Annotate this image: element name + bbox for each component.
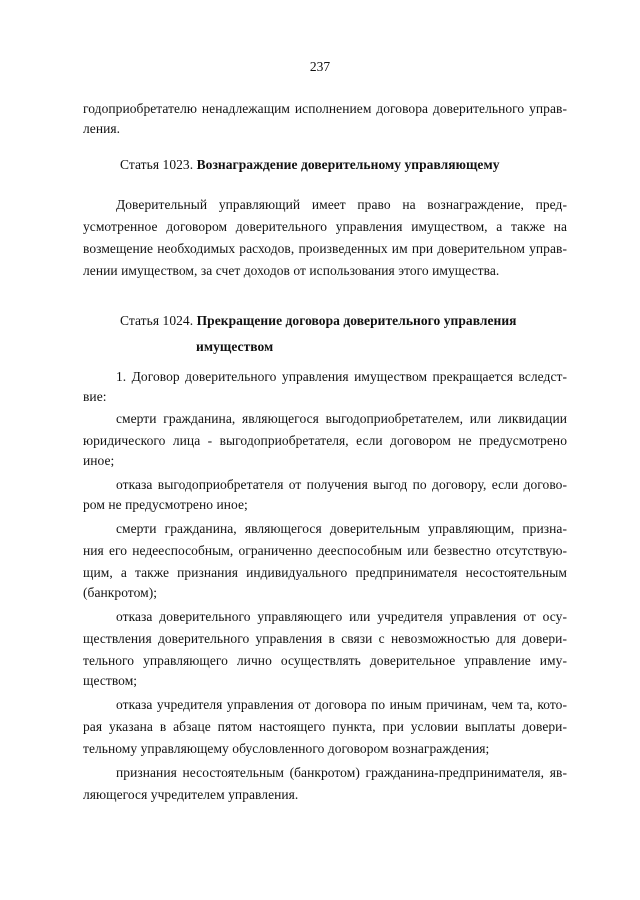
article-title: Вознаграждение доверительному управляющему	[196, 157, 500, 172]
text-line: отказа доверительного управляющего или учредителя управления от осу-	[116, 609, 567, 624]
text-line: ром не предусмотрено иное;	[83, 497, 248, 512]
text-line: возмещение необходимых расходов, произведенных им при доверительном управ-	[83, 241, 567, 256]
text-line: ляющегося учредителем управления.	[83, 787, 299, 802]
text-line: отказа учредителя управления от договора по иным причинам, чем та, кото-	[116, 697, 567, 712]
text-line: ния его недееспособным, ограниченно дееспособным или безвестно отсутствую-	[83, 543, 567, 558]
text-line: (банкротом);	[83, 585, 158, 600]
text-line: тельного управляющего лично осуществлять доверительное управление иму-	[83, 653, 567, 668]
text-line: вие:	[83, 389, 107, 404]
text-line: лении имуществом, за счет доходов от использования этого имущества.	[83, 263, 500, 278]
text-line: смерти гражданина, являющегося доверительным управляющим, призна-	[116, 521, 567, 536]
text-line: рая указана в абзаце пятом настоящего пункта, при условии выплаты довери-	[83, 719, 567, 734]
article-label: Статья 1024.	[120, 313, 194, 328]
article-title: Прекращение договора доверительного управления	[196, 313, 517, 328]
text-line: ления.	[83, 121, 121, 136]
text-line: признания несостоятельным (банкротом) гражданина-предпринимателя, яв-	[116, 765, 567, 780]
text-line: юридического лица - выгодоприобретателя, если договором не предусмотрено	[83, 433, 567, 448]
text-line: смерти гражданина, являющегося выгодоприобретателем, или ликвидации	[116, 411, 567, 426]
page-number: 237	[309, 59, 331, 74]
article-title-continued: имуществом	[196, 339, 274, 354]
article-heading	[120, 156, 500, 174]
text-line: щим, а также признания индивидуального предпринимателя несостоятельным	[83, 565, 567, 580]
text-line: усмотренное договором доверительного управления имуществом, а также на	[83, 219, 567, 234]
text-line: ществом;	[83, 673, 138, 688]
text-line: годоприобретателю ненадлежащим исполнением договора доверительного управ-	[83, 101, 567, 116]
article-heading	[120, 312, 517, 330]
text-line: тельному управляющему обусловленного договором вознаграждения;	[83, 741, 490, 756]
text-line: 1. Договор доверительного управления имуществом прекращается вследст-	[116, 369, 567, 384]
text-line: отказа выгодоприобретателя от получения выгод по договору, если догово-	[116, 477, 567, 492]
text-line: Доверительный управляющий имеет право на вознаграждение, пред-	[116, 197, 567, 212]
text-line: ществления доверительного управления в связи с невозможностью для довери-	[83, 631, 567, 646]
text-line: иное;	[83, 453, 115, 468]
article-label: Статья 1023.	[120, 157, 194, 172]
